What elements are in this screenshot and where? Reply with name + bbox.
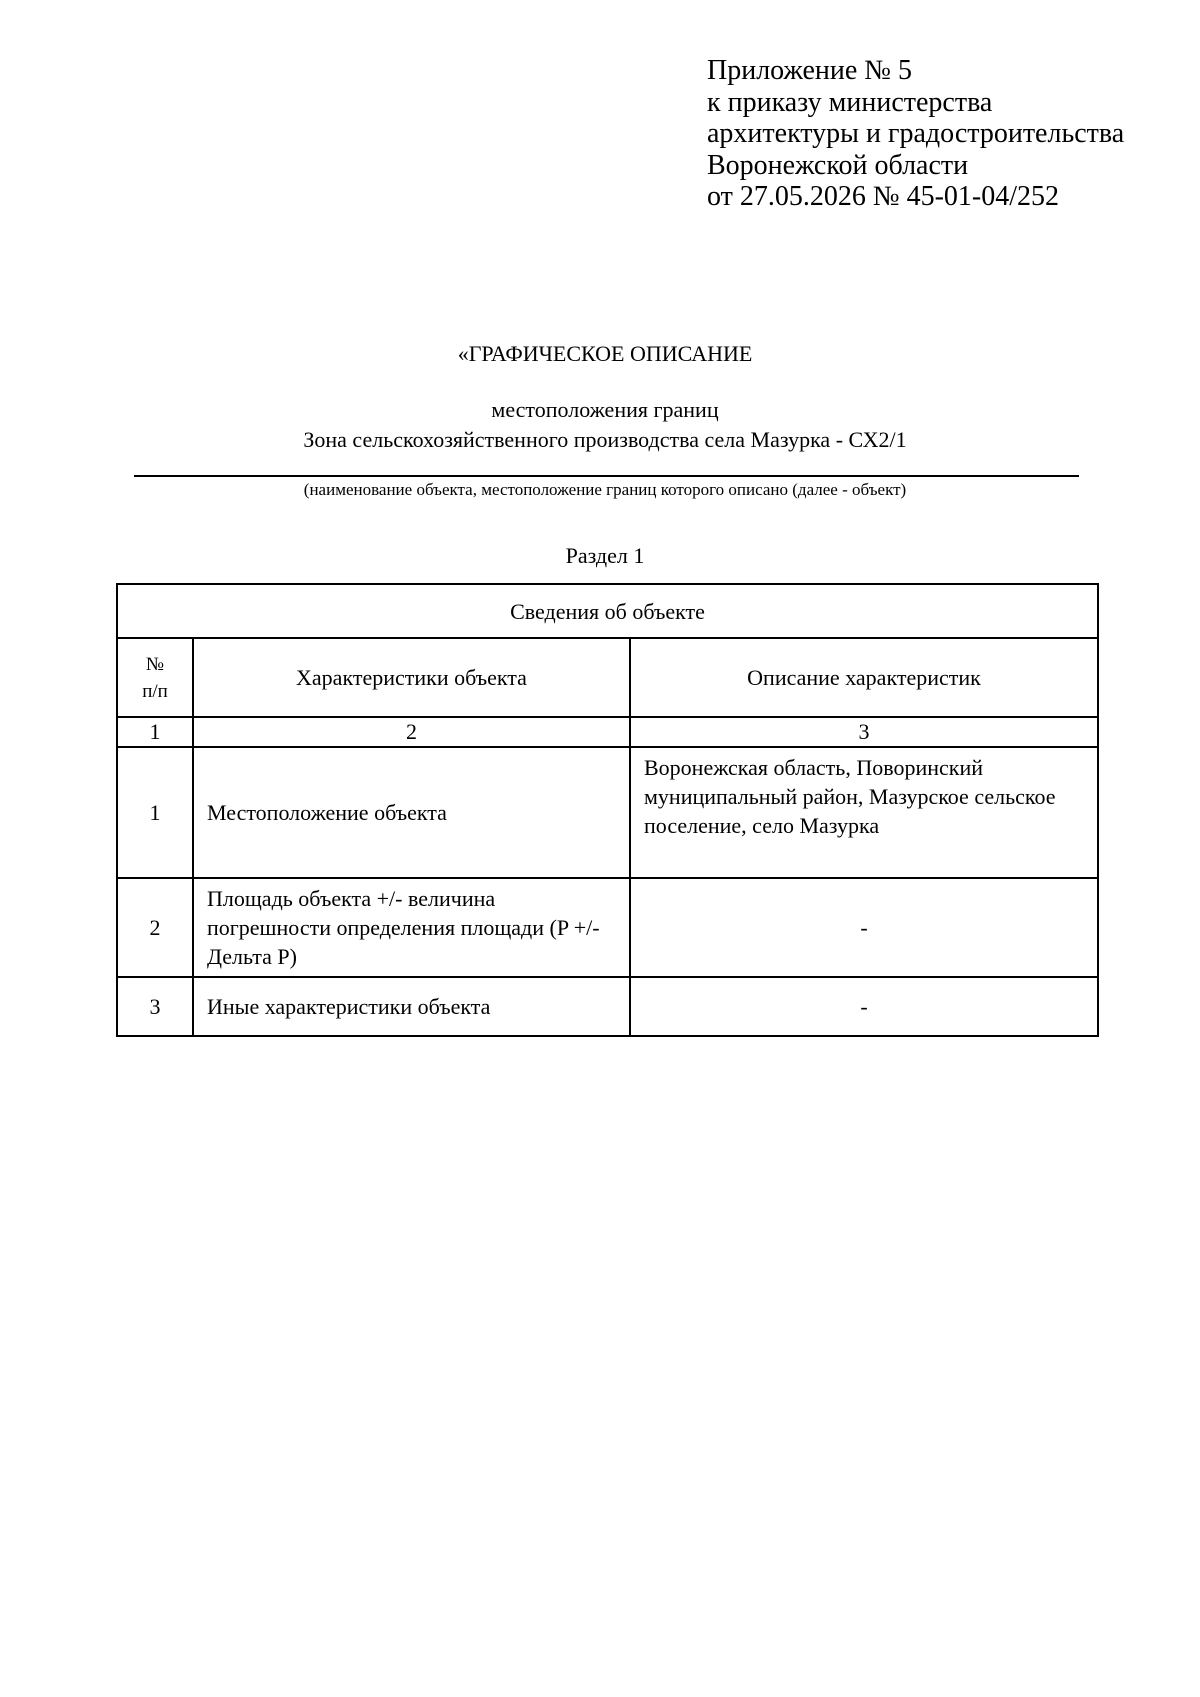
appendix-block — [707, 55, 1124, 213]
table-row — [117, 747, 1098, 878]
document-subtitle: местоположения границ — [491, 397, 719, 422]
column-number-2: 2 — [193, 717, 630, 747]
table-row — [117, 977, 1098, 1036]
table-row — [117, 878, 1098, 977]
object-name-underline — [134, 475, 1079, 477]
object-name-note: (наименование объекта, местоположение границ которого описано (далее - объект) — [303, 480, 907, 499]
table-caption: Сведения об объекте — [117, 584, 1098, 638]
appendix-number: Приложение № 5 — [707, 55, 912, 86]
object-name: Зона сельскохозяйственного производства села Мазурка - СХ2/1 — [303, 427, 907, 452]
appendix-region: Воронежской области — [707, 149, 969, 181]
column-number-1: 1 — [117, 717, 193, 747]
object-info-table — [116, 583, 1099, 1037]
header-num-sign: № — [145, 653, 165, 675]
table-header-row — [117, 638, 1098, 717]
row-number: 2 — [117, 878, 193, 977]
header-description: Описание характеристик — [630, 638, 1098, 717]
row-description: Воронежская область, Поворинский муниципальный район, Мазурское сельское поселение, село Мазурка — [630, 747, 1098, 878]
row-description: - — [630, 977, 1098, 1036]
section-label: Раздел 1 — [565, 543, 645, 568]
header-num — [117, 638, 193, 717]
document-title: «ГРАФИЧЕСКОЕ ОПИСАНИЕ — [457, 341, 753, 366]
appendix-ministry: архитектуры и градостроительства — [707, 118, 1125, 149]
appendix-order-date: от 27.05.2026 № 45-01-04/252 — [707, 181, 1060, 212]
row-characteristic: Иные характеристики объекта — [193, 977, 630, 1036]
row-number: 1 — [117, 747, 193, 878]
column-number-3: 3 — [630, 717, 1098, 747]
header-characteristics: Характеристики объекта — [193, 638, 630, 717]
header-num-pp: п/п — [142, 680, 168, 702]
row-characteristic: Площадь объекта +/- величина погрешности определения площади (P +/- Дельта P) — [193, 878, 630, 977]
row-characteristic: Местоположение объекта — [193, 747, 630, 878]
row-description: - — [630, 878, 1098, 977]
column-number-row — [117, 717, 1098, 747]
row-number: 3 — [117, 977, 193, 1036]
table-caption-row — [117, 584, 1098, 638]
appendix-order-ref: к приказу министерства — [707, 86, 993, 118]
